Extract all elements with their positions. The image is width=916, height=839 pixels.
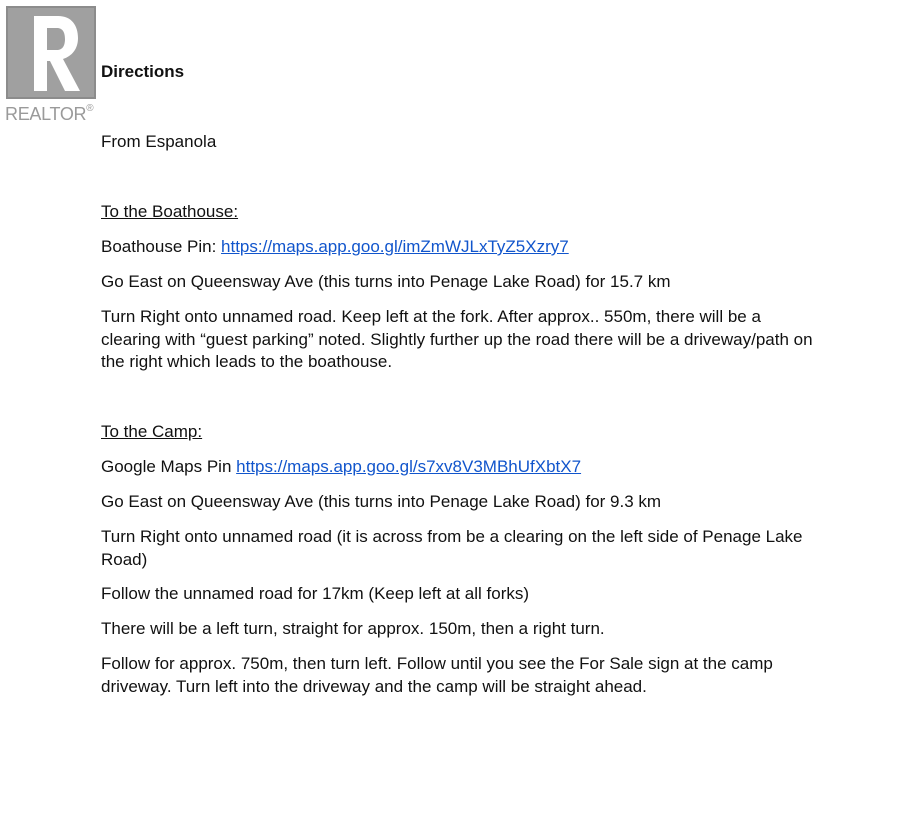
camp-step-2: Turn Right onto unnamed road (it is across from be a clearing on the left side of Penage Lake Road) xyxy=(101,527,803,569)
camp-pin-link[interactable]: https://maps.app.goo.gl/s7xv8V3MBhUfXbtX7 xyxy=(236,457,582,476)
boathouse-pin-label: Boathouse Pin: xyxy=(101,237,222,256)
camp-heading: To the Camp: xyxy=(101,422,203,441)
boathouse-step-2: Turn Right onto unnamed road. Keep left at the fork. After approx.. 550m, there will be a clearing with “guest parking” noted. Slightly further up the road there will be a driveway/path on the right which leads to the boathouse. xyxy=(101,307,813,371)
camp-step-3: Follow the unnamed road for 17km (Keep left at all forks) xyxy=(101,584,530,603)
camp-step-1: Go East on Queensway Ave (this turns into Penage Lake Road) for 9.3 km xyxy=(101,492,662,511)
realtor-r-logo-icon xyxy=(6,6,96,99)
origin-text: From Espanola xyxy=(101,132,217,151)
page-title: Directions xyxy=(101,62,185,81)
boathouse-heading: To the Boathouse: xyxy=(101,202,239,221)
boathouse-pin-line xyxy=(101,236,821,259)
boathouse-step-1: Go East on Queensway Ave (this turns into Penage Lake Road) for 15.7 km xyxy=(101,272,671,291)
camp-step-5: Follow for approx. 750m, then turn left. Follow until you see the For Sale sign at the camp driveway. Turn left into the driveway and the camp will be straight ahead. xyxy=(101,654,773,696)
realtor-logo xyxy=(4,5,108,123)
boathouse-pin-link[interactable]: https://maps.app.goo.gl/imZmWJLxTyZ5Xzry7 xyxy=(221,237,569,256)
camp-pin-label: Google Maps Pin xyxy=(101,457,237,476)
camp-pin-line xyxy=(101,456,821,479)
realtor-wordmark: REALTOR® xyxy=(5,103,94,124)
camp-step-4: There will be a left turn, straight for approx. 150m, then a right turn. xyxy=(101,619,605,638)
